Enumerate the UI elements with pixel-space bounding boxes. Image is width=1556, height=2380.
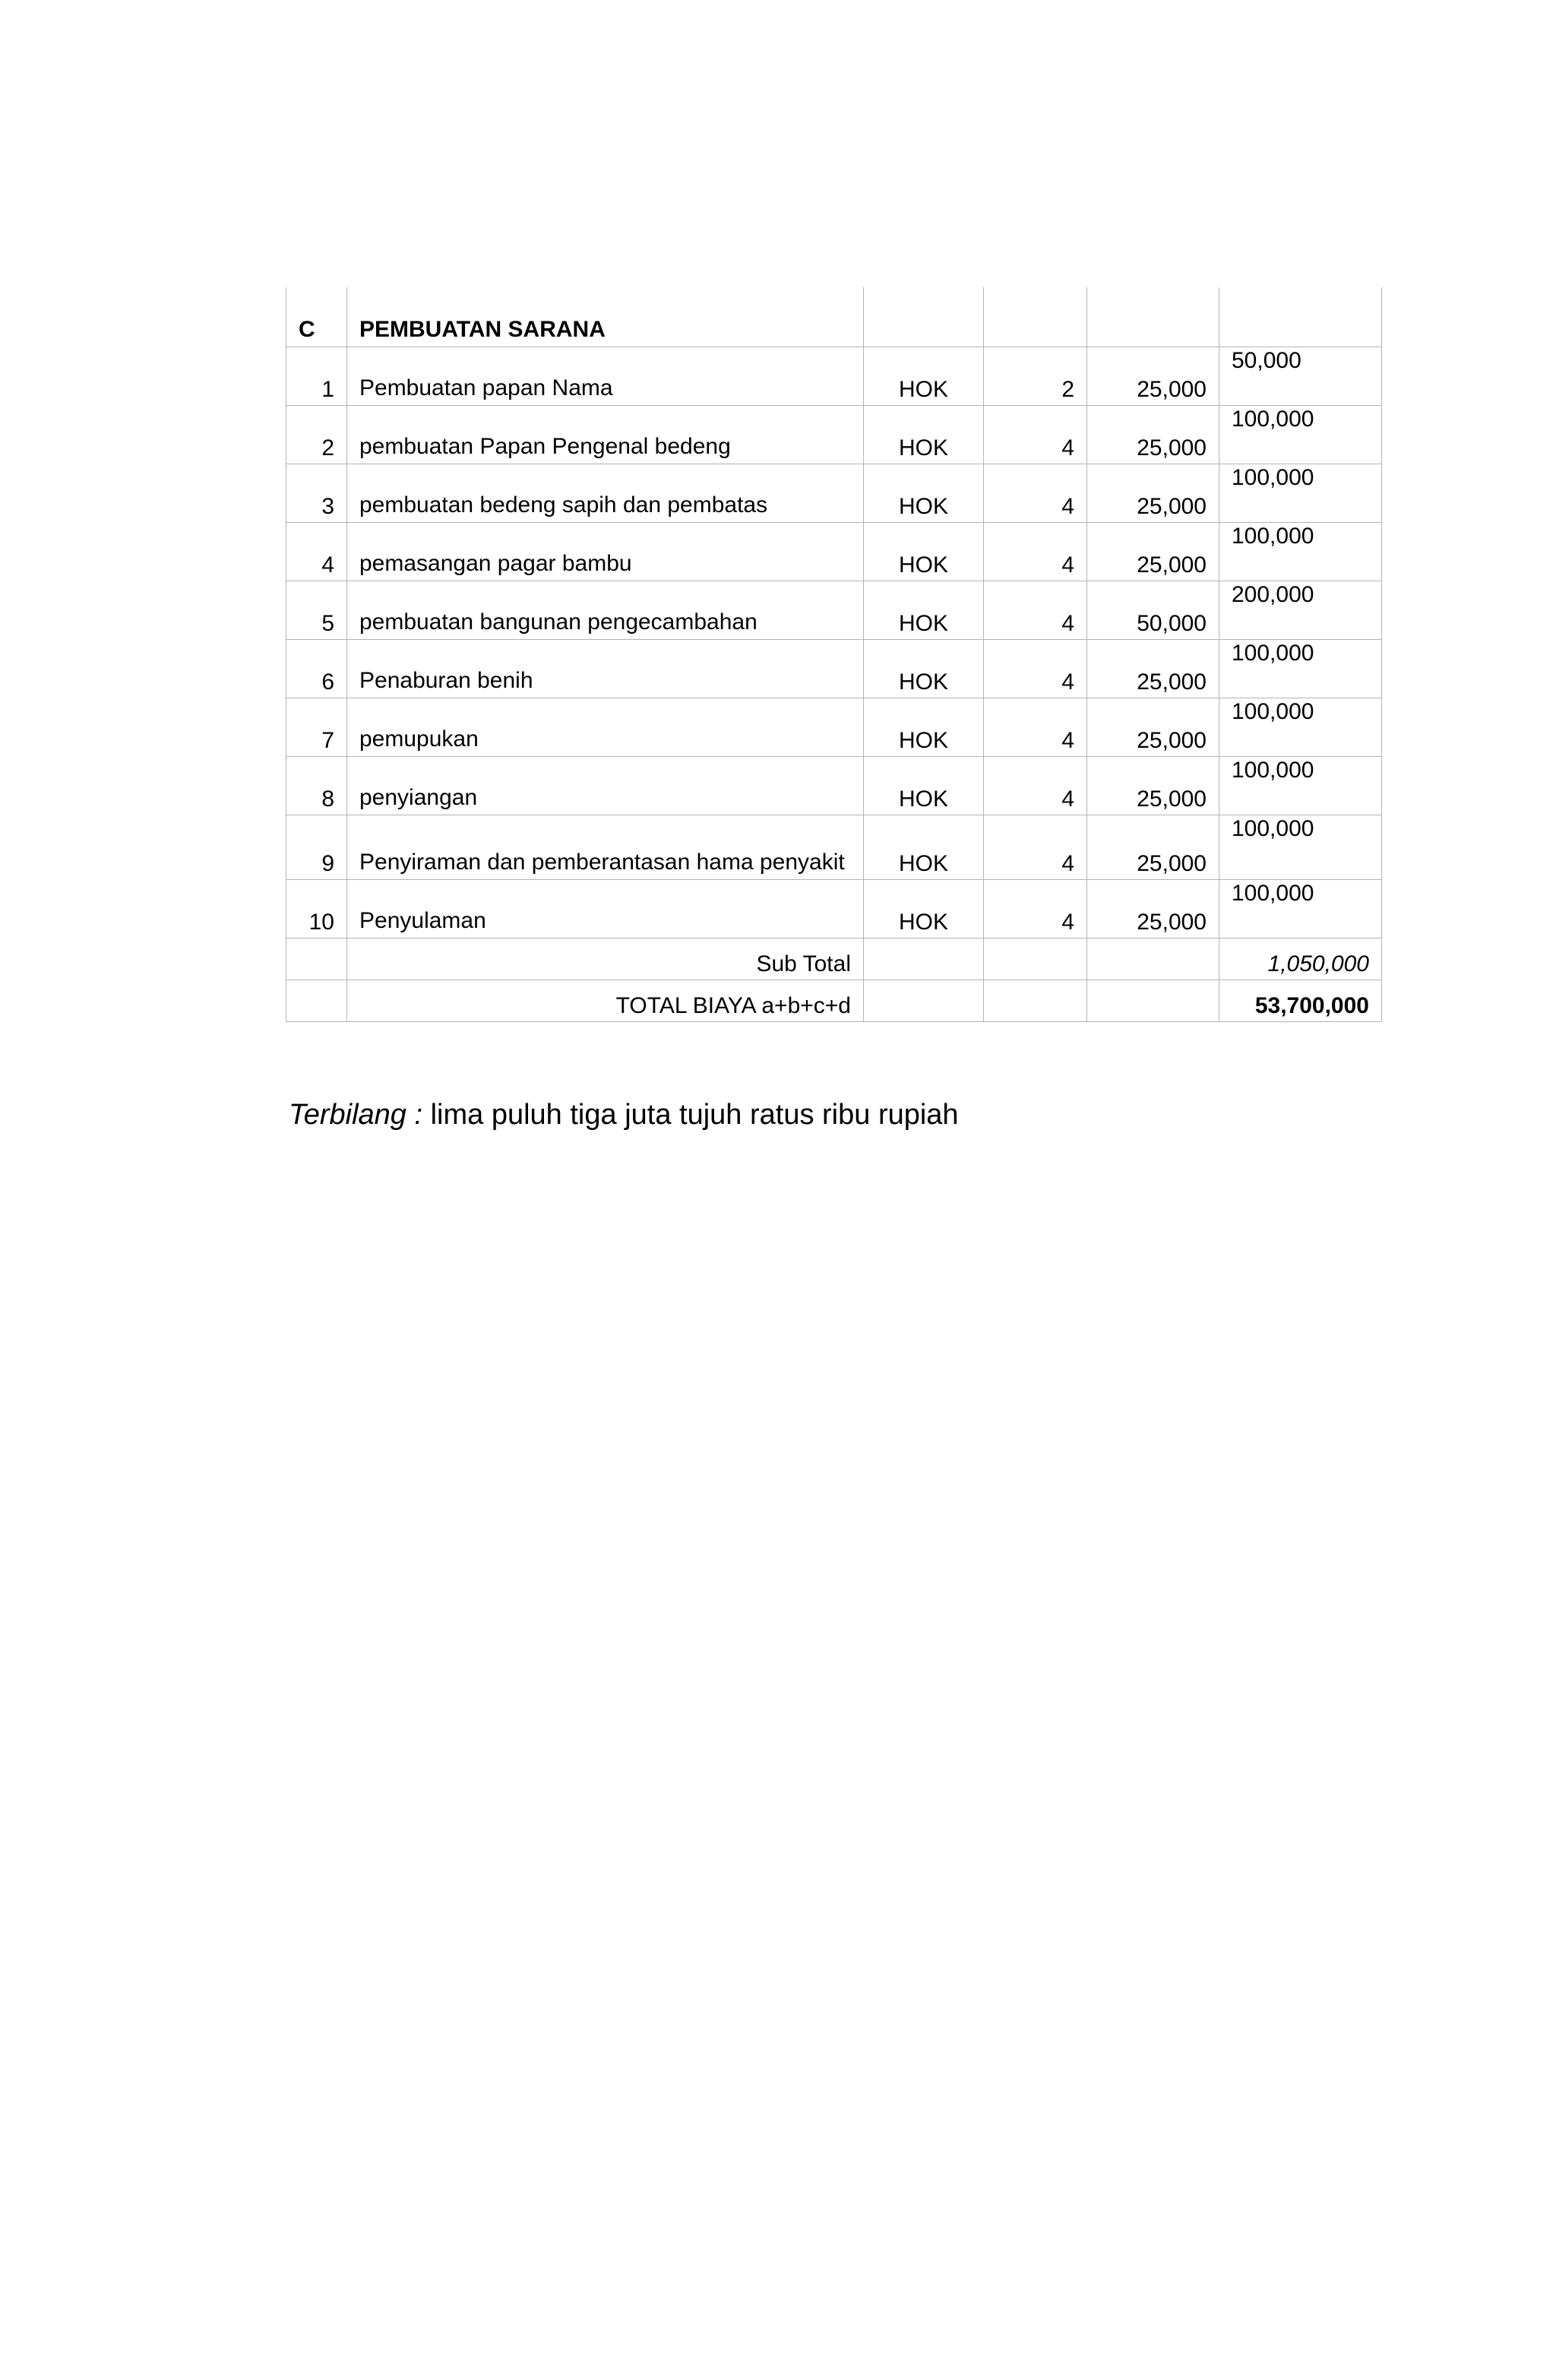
row-description: pemupukan bbox=[359, 726, 479, 752]
row-description: Penyiraman dan pemberantasan hama penyakit bbox=[359, 850, 845, 875]
cost-table bbox=[286, 287, 1382, 1022]
table-row bbox=[286, 581, 1382, 640]
row-total: 100,000 bbox=[1232, 816, 1314, 841]
terbilang-label: Terbilang : bbox=[289, 1099, 423, 1131]
grand-total-row-label: TOTAL BIAYA a+b+c+d bbox=[347, 980, 864, 1022]
row-total: 100,000 bbox=[1232, 407, 1314, 432]
row-description: Penyulaman bbox=[359, 908, 486, 933]
row-number: 10 bbox=[308, 910, 334, 935]
row-unit-price: 25,000 bbox=[1137, 786, 1207, 812]
row-quantity: 4 bbox=[1061, 669, 1074, 695]
row-total: 100,000 bbox=[1232, 699, 1314, 724]
subtotal-row-value: 1,050,000 bbox=[1219, 938, 1382, 980]
table-row bbox=[286, 406, 1382, 464]
row-unit: HOK bbox=[898, 910, 948, 935]
terbilang-text: lima puluh tiga juta tujuh ratus ribu rupiah bbox=[422, 1099, 959, 1131]
row-quantity: 4 bbox=[1061, 435, 1074, 460]
row-number: 3 bbox=[321, 494, 334, 519]
row-number: 8 bbox=[321, 786, 334, 812]
row-description: penyiangan bbox=[359, 785, 478, 810]
row-quantity: 4 bbox=[1061, 728, 1074, 753]
row-total: 50,000 bbox=[1232, 348, 1301, 373]
section-header-row bbox=[286, 287, 1382, 347]
row-total: 100,000 bbox=[1232, 641, 1314, 666]
row-description: pemasangan pagar bambu bbox=[359, 551, 632, 576]
row-total: 100,000 bbox=[1232, 524, 1314, 549]
row-quantity: 4 bbox=[1061, 552, 1074, 578]
row-unit-price: 25,000 bbox=[1137, 910, 1207, 935]
table-row bbox=[286, 347, 1382, 406]
row-unit-price: 25,000 bbox=[1137, 494, 1207, 519]
row-total: 100,000 bbox=[1232, 881, 1314, 906]
row-unit: HOK bbox=[898, 728, 948, 753]
row-unit-price: 25,000 bbox=[1137, 552, 1207, 578]
row-quantity: 4 bbox=[1061, 786, 1074, 812]
row-quantity: 2 bbox=[1061, 377, 1074, 402]
row-description: Penaburan benih bbox=[359, 668, 533, 693]
subtotal-row bbox=[286, 938, 1382, 980]
row-unit-price: 25,000 bbox=[1137, 851, 1207, 876]
row-unit: HOK bbox=[898, 435, 948, 460]
row-total: 100,000 bbox=[1232, 465, 1314, 490]
row-number: 4 bbox=[321, 552, 334, 578]
row-unit-price: 25,000 bbox=[1137, 377, 1207, 402]
row-quantity: 4 bbox=[1061, 494, 1074, 519]
row-number: 6 bbox=[321, 669, 334, 695]
row-number: 9 bbox=[321, 851, 334, 876]
table-row bbox=[286, 523, 1382, 581]
row-description: Pembuatan papan Nama bbox=[359, 375, 613, 400]
row-number: 5 bbox=[321, 611, 334, 636]
grand-total-row bbox=[286, 980, 1382, 1022]
row-unit-price: 25,000 bbox=[1137, 435, 1207, 460]
table-row bbox=[286, 464, 1382, 523]
row-number: 7 bbox=[321, 728, 334, 753]
amount-in-words bbox=[289, 1099, 959, 1131]
row-unit: HOK bbox=[898, 851, 948, 876]
row-unit: HOK bbox=[898, 377, 948, 402]
grand-total-row-value: 53,700,000 bbox=[1219, 980, 1382, 1022]
row-unit: HOK bbox=[898, 669, 948, 695]
row-unit-price: 25,000 bbox=[1137, 669, 1207, 695]
row-total: 100,000 bbox=[1232, 758, 1314, 783]
row-number: 1 bbox=[321, 377, 334, 402]
section-letter: C bbox=[286, 287, 347, 347]
section-title: PEMBUATAN SARANA bbox=[347, 287, 864, 347]
row-unit: HOK bbox=[898, 611, 948, 636]
table-row bbox=[286, 815, 1382, 880]
row-unit: HOK bbox=[898, 494, 948, 519]
table-row bbox=[286, 757, 1382, 815]
row-description: pembuatan Papan Pengenal bedeng bbox=[359, 434, 731, 459]
table-row bbox=[286, 640, 1382, 698]
row-quantity: 4 bbox=[1061, 611, 1074, 636]
row-unit-price: 25,000 bbox=[1137, 728, 1207, 753]
row-unit-price: 50,000 bbox=[1137, 611, 1207, 636]
row-unit: HOK bbox=[898, 786, 948, 812]
table-row bbox=[286, 698, 1382, 757]
row-description: pembuatan bangunan pengecambahan bbox=[359, 609, 757, 635]
row-description: pembuatan bedeng sapih dan pembatas bbox=[359, 492, 768, 517]
row-quantity: 4 bbox=[1061, 910, 1074, 935]
table-row bbox=[286, 880, 1382, 938]
row-unit: HOK bbox=[898, 552, 948, 578]
row-number: 2 bbox=[321, 435, 334, 460]
row-total: 200,000 bbox=[1232, 582, 1314, 607]
subtotal-row-label: Sub Total bbox=[347, 938, 864, 980]
row-quantity: 4 bbox=[1061, 851, 1074, 876]
